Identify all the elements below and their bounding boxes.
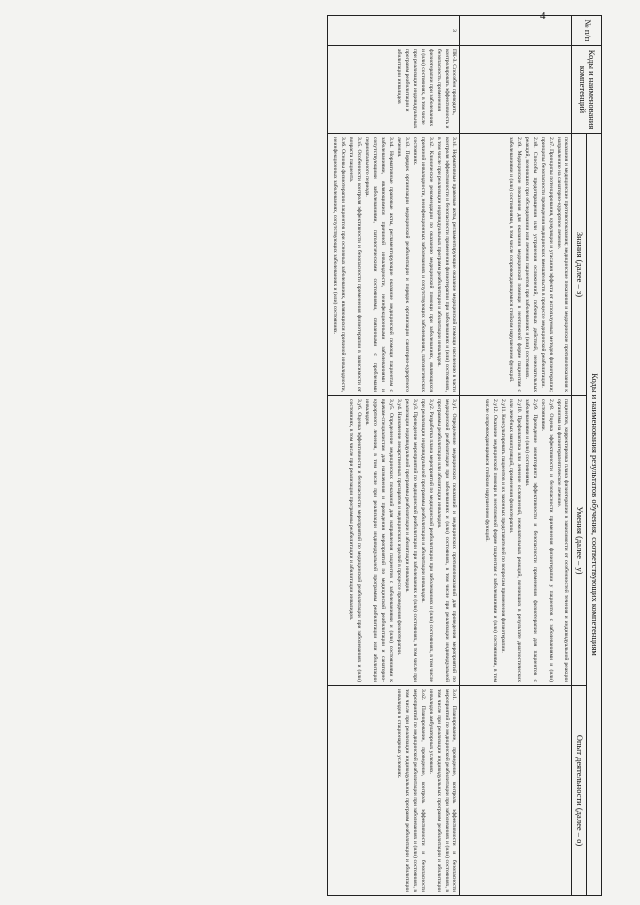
row-number-cell: 3 bbox=[328, 16, 460, 46]
list-item: 3.у5. Определение медицинских показаний для направления пациентов с заболеваниями и (или) состояниями к врачам-специалистам для назначения и проведения мероприятий по медицинской реабилитации и санаторно-курортного лечения, в том числе при реализации индивидуальной программы реабилитации или абилитации инвалидов. bbox=[364, 399, 394, 682]
list-item: 3.у2. Разработка плана мероприятий по медицинской реабилитации при заболеваниях и (или) состояниях, в том числе при реализации индивидуальной программы реабилитации и абилитации инвалидов. bbox=[419, 399, 434, 682]
table-row bbox=[328, 16, 460, 896]
list-item: 2.у8. Оценка эффективности и безопасности применения физиотерапии у пациентов с заболеваниями и (или) состояниями. bbox=[539, 399, 554, 682]
list-item: 3.з2. Клинические рекомендации по оказанию медицинской помощи при заболеваниях, являющихся причиной инвалидности, неинфекционных заболеваниях и сопутствующих заболеваниях, патологических состояниях. bbox=[411, 137, 434, 392]
header-results-group: Коды и наименования результатов обучения, соответствующих компетенциям bbox=[587, 134, 602, 896]
list-item: 3.з3. Порядок организации медицинской реабилитации и порядок организации санаторно-курортного лечения. bbox=[395, 137, 410, 392]
competencies-table bbox=[327, 15, 602, 896]
skills-cell bbox=[328, 396, 460, 686]
rotated-table-wrapper bbox=[12, 15, 602, 895]
list-item: 2.з8. Способы предотвращения или устранения осложнений, побочных действий, нежелательных реакций, возникших при обследовании или лечении пациентов при заболеваниях и (или) состояниях. bbox=[523, 137, 538, 392]
list-item: 3.у6. Оценка эффективности и безопасности мероприятий по медицинской реабилитации при заболеваниях и (или) состояниях, в том числе при реализации программы реабилитации и абилитации инвалидов. bbox=[348, 399, 363, 682]
list-item: показания и медицинские противопоказания; медицинские показания и медицинские противопоказания к направлению на санаторно-курортное лечение. bbox=[555, 137, 570, 392]
list-item: 2.у9. Проведение мониторинга эффективности и безопасности применения физиотерапии для пациентов с заболеваниями и (или) состояниями. bbox=[523, 399, 538, 682]
header-competency: Коды и наименования компетенций bbox=[572, 46, 602, 134]
header-knowledge: Знания (далее – з) bbox=[572, 134, 587, 396]
list-item: 2.з9. Медицинские показания для оказания медицинской помощи в неотложной форме пациентам с заболеваниями и (или) состояниями, в том числе сопровождающимися стойким нарушением функций. bbox=[507, 137, 522, 392]
knowledge-cell bbox=[460, 134, 572, 396]
list-item: 3.з4. Нормативные правовые акты, регламентирующие оказание медицинской помощи пациентам с заболеваниями, являющимися причиной инвалидности, неинфекционными заболеваниями и сопутствующими заболеваниями, патологическими состояниями, связанными с проблемами перинатального периода. bbox=[364, 137, 394, 392]
list-item: 3.з5. Особенности контроля эффективности и безопасности применения физиотерапии в зависимости от возраста пациента. bbox=[348, 137, 363, 392]
list-item: 2.у10. Профилактика или лечение осложнений, нежелательных реакций, возникших в результате диагностических или лечебных манипуляций, применения физиотерапии. bbox=[507, 399, 522, 682]
header-number: № п/п bbox=[572, 16, 602, 46]
list-item: 3.з6. Основы физиотерапии пациентов при основных заболеваниях, являющихся причиной инвалидности, неинфекционных заболеваниях, сопутствующих заболеваниях и (или) состояниях. bbox=[332, 137, 347, 392]
list-item: 3.у1. Определение медицинских показаний и медицинских противопоказаний для проведения мероприятий по медицинской реабилитации при заболеваниях и (или) состояниях, в том числе при реализации индивидуальной программы реабилитации или абилитации инвалидов. bbox=[435, 399, 458, 682]
list-item: 2.у12. Оказание медицинской помощи в неотложной форме пациентам с заболеваниями и (или) состояниями, в том числе сопровождающимися стойким нарушением функций. bbox=[484, 399, 499, 682]
list-item: 3.о1. Планирование, проведение, контроль эффективности и безопасности мероприятий по медицинской реабилитации при заболеваниях и (или) состояниях, в том числе при реализации индивидуальных программ реабилитации и абилитации инвалидов амбулаторных условиях. bbox=[427, 689, 458, 893]
list-item: 3.у4. Назначение лекарственных препаратов и медицинских изделий в процессе проведения физиотерапии. bbox=[395, 399, 402, 656]
page-number: 4 bbox=[540, 10, 546, 22]
competency-cell: ПК-3. Способен проводить, контролировать эффективность и безопасность применения физиотерапии при заболеваниях и (или) состояниях, в том числе при реализации индивидуальных программ реабилитации и абилитации инвалидов bbox=[328, 46, 460, 134]
list-item: 3.у3. Проведение мероприятий по медицинской реабилитации при заболеваниях и (или) состояниях, в том числе при реализации индивидуальной программы реабилитации и абилитации инвалидов. bbox=[403, 399, 418, 682]
experience-cell bbox=[460, 686, 572, 896]
experience-cell bbox=[328, 686, 460, 896]
list-item: пациентов, корректировка плана физиотерапии в зависимости от особенностей течения и индивидуальной реакции организма на физиотерапевтическое лечение. bbox=[555, 399, 570, 682]
row-number-cell bbox=[460, 16, 572, 46]
list-item: 2.у11. Консультировать пациентов и их законных представителей по вопросам применения физиотерапии. bbox=[499, 399, 506, 653]
header-experience: Опыт деятельности (далее – о) bbox=[572, 686, 587, 896]
list-item: 3.з1. Нормативные правовые акты, регламентирующие оказание медицинской помощи населению в части контроля эффективности и безопасности применения физиотерапии при заболеваниях и (или) состояниях, в том числе при реализации индивидуальных программ реабилитации и абилитации инвалидов. bbox=[435, 137, 458, 392]
list-item: 3.о2. Планирование, проведение, контроль эффективности и безопасности мероприятий по медицинской реабилитации при заболеваниях и (или) состояниях, в том числе при реализации индивидуальных программ реабилитации и абилитации инвалидов в стационарных условиях. bbox=[395, 689, 426, 893]
competency-cell bbox=[460, 46, 572, 134]
skills-cell bbox=[460, 396, 572, 686]
table-row bbox=[460, 16, 572, 896]
header-skills: Умения (далее – у) bbox=[572, 396, 587, 686]
knowledge-cell bbox=[328, 134, 460, 396]
list-item: 2.з7. Принципы потенцирования, кумуляции и угасания эффекта от используемых методов физиотерапии; принципы безопасности проведения медицинских вмешательств в процессе медицинской реабилитации. bbox=[539, 137, 554, 392]
